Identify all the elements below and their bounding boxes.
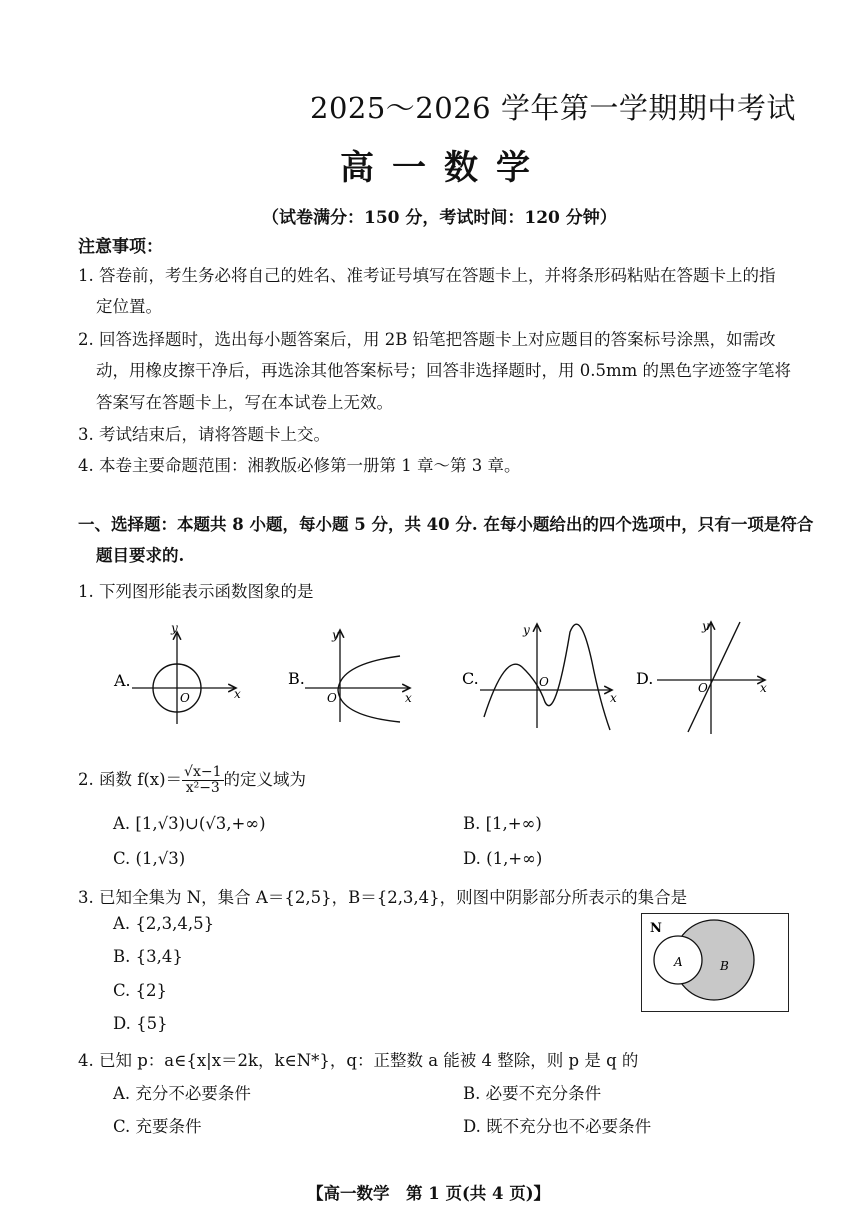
svg-text:x: x [405,691,412,705]
notice-line: 答案写在答题卡上，写在本试卷上无效。 [96,393,393,412]
q2-option-c[interactable]: C. (1,√3) [113,849,186,868]
q2-stem: 2. 函数 f(x)＝ $\frac{√x-1}{\text{x²−3}}$ 的定义域为 [78,764,306,796]
svg-text:O: O [698,681,708,695]
exam-info: （试卷满分：150 分，考试时间：120 分钟） [262,208,617,228]
notice-line: 2. 回答选择题时，选出每小题答案后，用 2B 铅笔把答题卡上对应题目的答案标号涂黑，如需改 [78,330,776,349]
svg-text:y: y [171,621,178,635]
q1-graph-a [132,621,241,724]
svg-text:y: y [702,619,709,633]
svg-text:y: y [332,628,339,642]
q1-graph-d [657,619,767,734]
q1-option-b-label: B. [288,669,305,688]
q4-option-b[interactable]: B. 必要不充分条件 [463,1084,602,1103]
notice-heading: 注意事项： [78,237,163,257]
notice-line: 定位置。 [96,297,162,316]
q2-fraction: $\frac{√x-1}{\text{x²−3}}$ [184,764,222,796]
q3-option-d[interactable]: D. {5} [113,1014,168,1033]
q1-option-d-label: D. [636,669,654,688]
q3-stem: 3. 已知全集为 N，集合 A＝{2,5}，B＝{2,3,4}，则图中阴影部分所表示的集合是 [78,888,688,907]
svg-text:x: x [234,687,241,701]
q1-graphs [100,612,800,742]
q1-option-c-label: C. [462,669,479,688]
q3-option-b[interactable]: B. {3,4} [113,947,183,966]
q3-option-a[interactable]: A. {2,3,4,5} [113,914,215,933]
q4-option-a[interactable]: A. 充分不必要条件 [113,1084,251,1103]
svg-text:O: O [180,691,190,705]
q2-option-b[interactable]: B. [1,+∞) [463,814,542,833]
svg-text:y: y [523,623,530,637]
q2-option-d[interactable]: D. (1,+∞) [463,849,543,868]
q4-stem: 4. 已知 p：a∈{x|x＝2k，k∈N*}，q：正整数 a 能被 4 整除，则 p 是 q 的 [78,1051,639,1070]
notice-line: 4. 本卷主要命题范围：湘教版必修第一册第 1 章～第 3 章。 [78,456,521,475]
q1-option-a-label: A. [114,671,131,690]
page-footer: 【高一数学 第 1 页(共 4 页)】 [307,1184,551,1203]
q1-graph-b [305,628,412,722]
notice-line: 动，用橡皮擦干净后，再选涂其他答案标号；回答非选择题时，用 0.5mm 的黑色字迹签字笔将 [96,361,792,380]
subject-title: 高一数学 [340,148,548,188]
notice-line: 3. 考试结束后，请将答题卡上交。 [78,425,330,444]
q3-option-c[interactable]: C. {2} [113,981,168,1000]
svg-text:O: O [539,675,549,689]
q2-option-a[interactable]: A. [1,√3)∪(√3,+∞) [113,814,266,833]
q4-option-c[interactable]: C. 充要条件 [113,1117,202,1136]
venn-universe-label: N [650,921,662,936]
svg-text:O: O [327,691,337,705]
svg-text:x: x [760,681,767,695]
exam-title: 2025～2026 学年第一学期期中考试 [310,91,796,125]
venn-b-label: B [720,959,729,973]
section-heading: 一、选择题：本题共 8 小题，每小题 5 分，共 40 分. 在每小题给出的四个选项中，只有一项是符合 [78,515,814,534]
q4-option-d[interactable]: D. 既不充分也不必要条件 [463,1117,652,1136]
q1-graph-c [480,623,617,730]
svg-text:x: x [610,691,617,705]
notice-line: 1. 答卷前，考生务必将自己的姓名、准考证号填写在答题卡上，并将条形码粘贴在答题卡上的指 [78,266,776,285]
section-heading-cont: 题目要求的. [96,546,185,565]
q3-venn-diagram [641,913,789,1012]
venn-a-label: A [674,955,683,969]
q1-stem: 1. 下列图形能表示函数图象的是 [78,582,314,601]
